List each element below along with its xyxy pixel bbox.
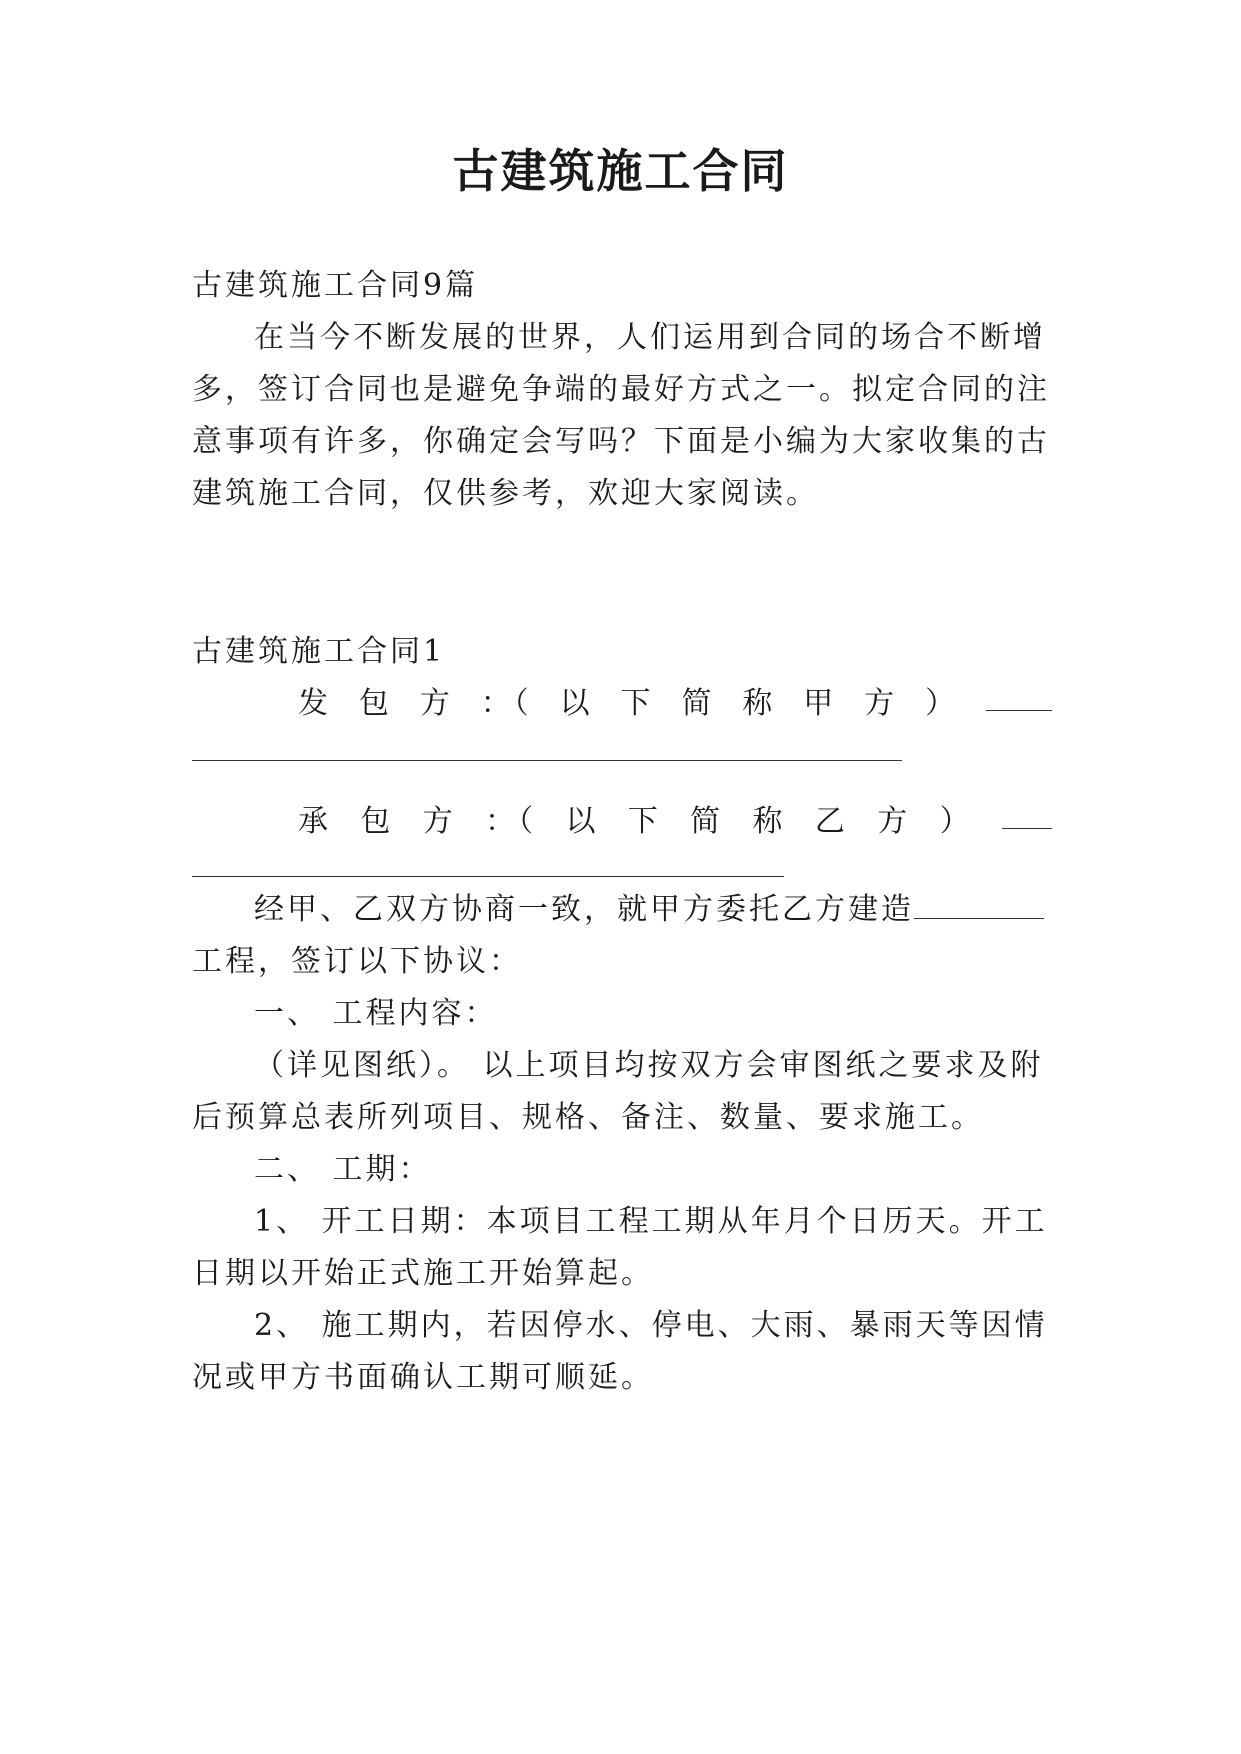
party-a-char: 甲 [803, 686, 837, 721]
party-b-char: 下 [627, 804, 661, 839]
party-b-fill-line [192, 876, 784, 877]
party-a-char: 以 [559, 686, 593, 721]
party-b-char: ） [939, 804, 973, 839]
party-b-line [298, 802, 1052, 842]
party-b-char: 承 [298, 804, 331, 839]
clause-1-body-1: （详见图纸）。 以上项目均按双方会审图纸之要求及附 [254, 1048, 1044, 1083]
clause-1-heading: 一、 工程内容： [254, 996, 498, 1031]
party-b-char: 方 [877, 804, 911, 839]
document-subtitle: 古建筑施工合同9篇 [192, 268, 479, 303]
document-title: 古建筑施工合同 [452, 144, 789, 198]
party-a-char: 方 [419, 686, 453, 721]
party-b-char: 方 [422, 804, 456, 839]
party-a-line [298, 684, 1052, 724]
party-a-char: ） [925, 686, 959, 721]
intro-line-3: 意事项有许多，你确定会写吗？下面是小编为大家收集的古 [192, 424, 1050, 459]
agreement-line-2: 工程，签订以下协议： [192, 944, 522, 979]
party-a-char: 发 [298, 686, 331, 721]
agreement-line-1 [254, 890, 1054, 930]
party-b-char: 乙 [814, 804, 848, 839]
clause-2-item-2-line-2: 况或甲方书面确认工期可顺延。 [192, 1360, 654, 1395]
clause-2-heading: 二、 工期： [254, 1152, 432, 1187]
party-a-char: 简 [681, 686, 715, 721]
party-b-char: ：（ [485, 804, 537, 839]
clause-2-item-1-line-1: 1、 开工日期：本项目工程工期从年月个日历天。开工 [254, 1204, 1048, 1239]
clause-2-item-1-line-2: 日期以开始正式施工开始算起。 [192, 1256, 654, 1291]
party-b-char: 包 [360, 804, 394, 839]
intro-line-2: 多，签订合同也是避免争端的最好方式之一。拟定合同的注 [192, 372, 1050, 407]
clause-1-body-2: 后预算总表所列项目、规格、备注、数量、要求施工。 [192, 1100, 984, 1135]
party-a-char: 下 [620, 686, 654, 721]
party-b-blank [1002, 802, 1052, 829]
intro-line-1: 在当今不断发展的世界，人们运用到合同的场合不断增 [254, 320, 1046, 355]
party-a-char: 包 [358, 686, 392, 721]
party-a-fill-line [192, 760, 902, 761]
party-a-blank [986, 684, 1052, 711]
intro-line-4: 建筑施工合同，仅供参考，欢迎大家阅读。 [192, 476, 819, 511]
party-a-char: ：（ [480, 686, 532, 721]
party-b-char: 称 [752, 804, 786, 839]
project-name-blank [914, 892, 1044, 919]
party-a-char: 方 [864, 686, 898, 721]
party-b-char: 简 [690, 804, 724, 839]
agreement-text: 经甲、乙双方协商一致，就甲方委托乙方建造 [254, 892, 914, 927]
clause-2-item-2-line-1: 2、 施工期内，若因停水、停电、大雨、暴雨天等因情 [254, 1308, 1048, 1343]
section-heading: 古建筑施工合同1 [192, 634, 446, 669]
party-a-char: 称 [742, 686, 776, 721]
party-b-char: 以 [565, 804, 599, 839]
